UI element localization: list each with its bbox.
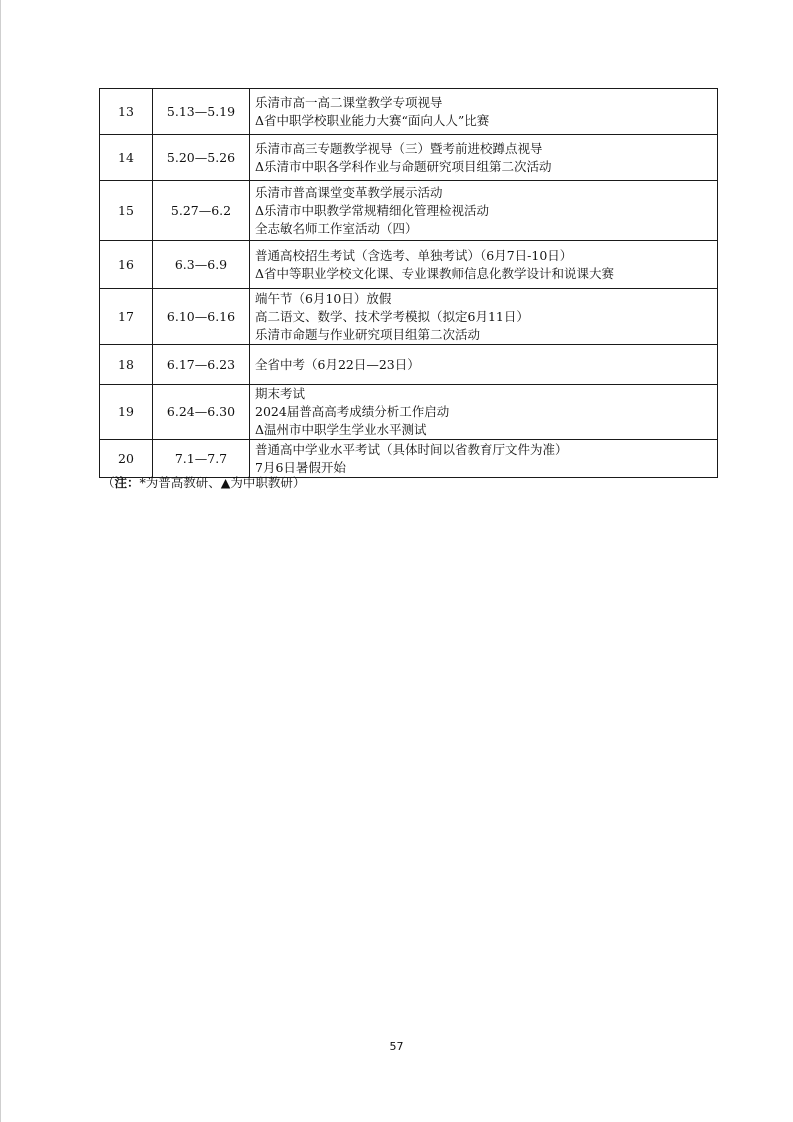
activities-cell (250, 89, 718, 135)
activity-item: Δ乐清市中职各学科作业与命题研究项目组第二次活动 (255, 158, 552, 174)
activity-item: Δ乐清市中职教学常规精细化管理检视活动 (255, 202, 490, 218)
activities-cell (250, 289, 718, 345)
activities-cell (250, 135, 718, 181)
footnote-prefix: （ (102, 475, 115, 490)
week-cell: 13 (100, 89, 153, 135)
activity-item: 7月6日暑假开始 (255, 459, 346, 475)
date-range-cell: 5.20—5.26 (153, 135, 250, 181)
week-cell: 16 (100, 241, 153, 289)
week-cell: 18 (100, 345, 153, 385)
activities-cell (250, 440, 718, 478)
table-row (100, 181, 718, 241)
activity-item: 端午节（6月10日）放假 (255, 290, 392, 306)
activity-item: Δ温州市中职学生学业水平测试 (255, 422, 427, 437)
week-cell: 14 (100, 135, 153, 181)
footnote-label: 注： (114, 475, 140, 490)
date-range-cell: 6.3—6.9 (153, 241, 250, 289)
page-number: 57 (389, 1040, 404, 1053)
schedule-body (100, 89, 718, 478)
table-row (100, 135, 718, 181)
week-cell: 19 (100, 385, 153, 440)
activity-item: 全省中考（6月22日—23日） (255, 356, 420, 372)
page-edge (0, 0, 1, 1122)
activities-cell (250, 345, 718, 385)
table-row (100, 345, 718, 385)
table-row (100, 89, 718, 135)
week-cell: 20 (100, 440, 153, 478)
date-range-cell: 5.27—6.2 (153, 181, 250, 241)
activity-item: 普通高校招生考试（含选考、单独考试）（6月7日-10日） (255, 247, 573, 263)
table-footnote (102, 474, 305, 492)
date-range-cell: 6.10—6.16 (153, 289, 250, 345)
activities-cell (250, 385, 718, 440)
week-cell: 17 (100, 289, 153, 345)
table-row (100, 289, 718, 345)
activity-item: 乐清市高一高二课堂教学专项视导 (255, 94, 443, 110)
footnote-text: 为普高教研、▲为中职教研） (145, 475, 306, 490)
activity-item: 高二语文、数学、技术学考模拟（拟定6月11日） (255, 308, 529, 324)
activity-item: 普通高中学业水平考试（具体时间以省教育厅文件为准） (255, 441, 568, 457)
activity-item: 2024届普高高考成绩分析工作启动 (255, 404, 450, 419)
activities-cell (250, 241, 718, 289)
activities-cell (250, 181, 718, 241)
date-range-cell: 6.17—6.23 (153, 345, 250, 385)
activity-item: 期末考试 (255, 386, 306, 401)
table-row (100, 241, 718, 289)
schedule-table (99, 88, 718, 478)
activity-item: 乐清市普高课堂变革教学展示活动 (255, 184, 443, 200)
table-row (100, 385, 718, 440)
date-range-cell: 7.1—7.7 (153, 440, 250, 478)
date-range-cell: 6.24—6.30 (153, 385, 250, 440)
activity-item: 乐清市高三专题教学视导（三）暨考前进校蹲点视导 (255, 140, 543, 156)
week-cell: 15 (100, 181, 153, 241)
footnote-star: * (139, 475, 146, 490)
activity-item: 乐清市命题与作业研究项目组第二次活动 (255, 326, 481, 342)
activity-item: Δ省中等职业学校文化课、专业课教师信息化教学设计和说课大赛 (255, 265, 615, 281)
date-range-cell: 5.13—5.19 (153, 89, 250, 135)
activity-item: Δ省中职学校职业能力大赛“面向人人”比赛 (255, 112, 490, 128)
table-row (100, 440, 718, 478)
activity-item: 全志敏名师工作室活动（四） (255, 220, 418, 236)
